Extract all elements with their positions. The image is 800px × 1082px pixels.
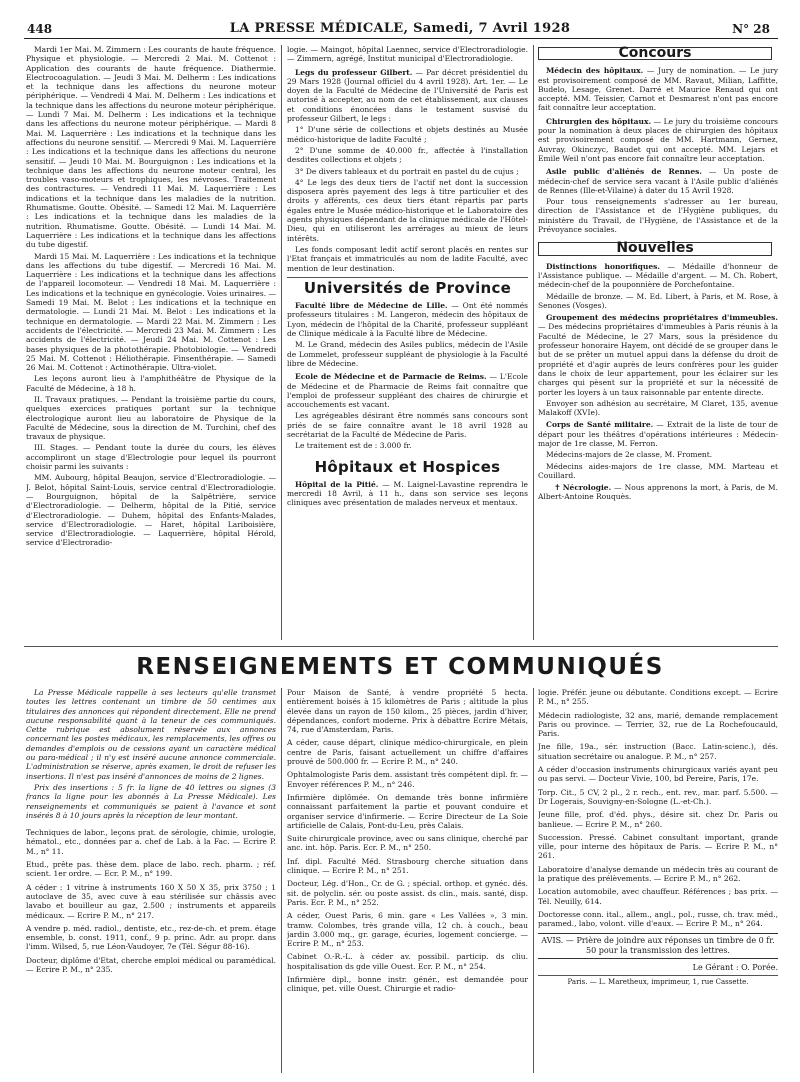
ad-item: Cabinet O.-R.-L. à céder av. possibil. particip. ds cliu. hospitalisation ds gde ville Ouest. Ecr. P. M., n° 254. (287, 952, 528, 971)
corps-majors: Médecins-majors de 2e classe, M. Froment. (546, 450, 713, 460)
course-schedule-2: Mardi 15 Mai. M. Laquerrière : Les indications et la technique dans les affections du tube digestif. — Mercredi 16 Mai. M. Laquerrière : Les indications et la technique dans les affections de l'appareil locomoteur. — Vendredi 18 Mai. M. Laquerrière : Les indications et la technique en gynécologie. Voies urinaires. — Samedi 19 Mai. M. Belot : Les indications et la technique en dermatologie. — Lundi 21 Mai. M. Belot : Les indications et la technique en dermatologie. — Mardi 22 Mai. M. Zimmern : Les accidents de l'électricité. — Mercredi 23 Mai. M. Zimmern : Les accidents de l'électricité. — Jeudi 24 Mai. M. Cottenot : Les bases physiques de la photothérapie. Photobiologie. — Vendredi 25 Mai. M. Cottenot : Héliothérapie. Finsenthérapie. — Samedi 26 Mai. M. Cottenot : Actinothérapie. Ultra-violet. (26, 251, 276, 373)
groupement (538, 313, 778, 397)
page-header (0, 0, 800, 42)
page-number: 448 (27, 22, 53, 36)
communiques-column-1 (26, 688, 276, 1073)
asile-rennes (538, 167, 778, 195)
pitie-title: Hôpital de la Pitié. (295, 479, 379, 489)
legs-gilbert (287, 68, 528, 124)
ad-item: logie. Préfér. jeune ou débutante. Conditions except. — Ecrire P. M., n° 255. (538, 688, 778, 707)
chirurgien-title: Chirurgien des hôpitaux. (546, 116, 652, 126)
medecin-hopitaux (538, 66, 778, 112)
ad-item: Jeune fille, prof. d'éd. phys., désire sit. chez Dr. Paris ou banlieue. — Ecrire P. M., n° 260. (538, 810, 778, 829)
legs-funds: Les fonds composant ledit actif seront placés en rentes sur l'Etat français et immatriculés au nom de ladite Faculté, avec mention de leur destination. (287, 244, 528, 273)
necrologie-title: Nécrologie. (562, 483, 612, 493)
ad-item: Laboratoire d'analyse demande un médecin très au courant de la pratique des prélèvements. — Ecrire P. M., n° 262. (538, 864, 778, 884)
legs-item-4: 4° Le legs des deux tiers de l'actif net dont la succession disposera après payement des legs à titre particulier et des droits y afférents, ces deux tiers étant répartis par parts égales entre le Musée médico-historique et le Laboratoire des agents physiques dépendant de la clinique médicale de l'Hôtel-Dieu, qui en utiliseront les arrérages au mieux de leurs intérêts. (287, 177, 528, 243)
groupement-text: — Des médecins propriétaires d'immeubles à Paris réunis à la Faculté de Médecine, le 27 Mars, sous la présidence du professeur honoraire Hayem, ont décidé de se grouper dans le but de se prêter un mutuel appui dans la défense du droit de propriété et d'agir auprès de leurs confrères pour les guider dans le choix de leur appartement, pour les éclairer sur les charges qui pèsent sur la propriété et sur la nécessité de porter les loyers à un taux raisonnable par entente directe. (538, 322, 778, 397)
distinctions (538, 262, 778, 290)
ad-item: Inf. dipl. Faculté Méd. Strasbourg cherche situation dans clinique. — Ecrire P. M., n° 251. (287, 856, 528, 876)
chirurgien-text: — Le jury du troisième concours pour la nomination à deux places de chirurgien des hôpitaux est provisoirement composé de MM. Hartmann, Gernez, Auvray, Okinczyc, Baudet qui ont accepté. MM. Lejars et Emile Weil n'ont pas encore fait connaître leur acceptation. (538, 116, 778, 163)
necrologie (538, 483, 778, 502)
lille-news (287, 301, 528, 338)
concours-title: Concours (538, 47, 772, 60)
travaux-pratiques: II. Travaux pratiques. — Pendant la troisième partie du cours, quelques exercices pratiques portant sur la technique électrologique auront lieu au laboratoire de Physique de la Faculté de Médecine, sous la direction de M. Turchini, chef des travaux de physique. (26, 394, 276, 442)
asile-text: — Un poste de médecin-chef de service sera vacant à l'Asile public d'aliénés de Rennes (Ille-et-Vilaine) à dater du 15 Avril 1928. (538, 167, 778, 195)
medecin-hopitaux-text: — Jury de nomination. — Le jury est provisoirement composé de MM. Ravaut, Milian, Laffitte, Budelo, Lesage, Grenet. Darré et Maurice Renaud qui ont accepté. MM. Teissier, Carnot et Desmarest n'ont pas encore fait connaître leur acceptation. (538, 66, 778, 113)
ad-item: Techniques de labor., leçons prat. de sérologie, chimie, urologie, hématol., etc., données par a. chef de Lab. à la Fac. — Ecrire P. M., n° 11. (26, 828, 276, 856)
ad-item: Etud., prête pas. thèse dem. place de labo. rech. pharm. ; réf. scient. 1er ordre. — Ecr. P. M., n° 199. (26, 860, 276, 879)
journal-title: LA PRESSE MÉDICALE, Samedi, 7 Avril 1928 (229, 21, 571, 36)
column-divider (533, 688, 534, 1073)
ad-item: Location automobile, avec chauffeur. Références ; bas prix. — Tél. Neuilly, 614. (538, 887, 778, 906)
course-location: Les leçons auront lieu à l'amphithéâtre de Physique de la Faculté de Médecine, à 18 h. (26, 374, 276, 393)
universites-title: Universités de Province (303, 278, 512, 297)
corps-aides: Médecins aides-majors de 1re classe, MM. Marteau et Couillard. (538, 461, 778, 480)
communiques-prix: Prix des insertions : 5 fr. la ligne de 40 lettres ou signes (3 francs la ligne pour les abonnés à La Presse Médicale). Les renseignements et communiqués se paient à l'avance et sont insérés 8 à 10 jours après la réception de leur montant. (26, 782, 276, 820)
ad-item: A céder, Ouest Paris, 6 min. gare « Les Vallées », 3 min. tramw. Colombes, très grande villa, 12 ch. à couch., beau jardin 3.000 mq., gr. garage, écuries, logement concierge. — Ecrire P. M., n° 253. (287, 911, 528, 949)
ad-item: Pour Maison de Santé, à vendre propriété 5 hecta. entièrement boisés à 15 kilomètres de Paris ; altitude la plus élevée dans un rayon de 150 kilom., 25 pièces, jardin d'hiver, dépendances, confort moderne. Prix à débattre Ecrire Métais, 74, rue d'Amsterdam, Paris. (287, 688, 528, 735)
lille-title: Faculté libre de Médecine de Lille. (295, 301, 448, 311)
ad-item: Infirmière diplômée. On demande très bonne infirmière connaissant parfaitement la partie et pouvant conduire et organiser service d'infirmerie. — Ecrire Directeur de La Soie artificielle de Calais, Pont-du-Leu, près Calais. (287, 792, 528, 830)
pitie-text: — M. Laignel-Lavastine reprendra le mercredi 18 Avril, à 11 h., dans son service ses leçons cliniques avec présentation de malades nerveux et mentaux. (287, 479, 528, 508)
communiques-column-3 (538, 688, 778, 1073)
ad-item: Docteur, Lég. d'Hon., Cr. de G. ; spécial. orthop. et gynéc. dés. sit. de polyclin. sér. ou poste assist. ds clin., mais. santé, disp. Paris. Ecr. P. M., n° 252. (287, 879, 528, 907)
issue-number: N° 28 (732, 22, 770, 36)
ad-item: Jne fille, 19a., sér. instruction (Bacc. Latin-scienc.), dés. situation secrétaire ou analogue. P. M., n° 257. (538, 742, 778, 761)
legs-item-1: 1° D'une série de collections et objets destinés au Musée médico-historique de ladite Faculté ; (287, 125, 528, 144)
legs-item-3: 3° De divers tableaux et du portrait en pastel du de cujus ; (295, 166, 519, 176)
column-1 (26, 45, 276, 640)
ad-item: Suite chirurgicale province, avec ou sans clinique, cherché par anc. int. hôp. Paris. Ecr. P. M., n° 250. (287, 834, 528, 853)
printer-line: Paris. — L. Maretheux, imprimeur, 1, rue Cassette. (538, 975, 778, 987)
ad-item: Médecin radiologiste, 32 ans, marié, demande remplacement Paris ou province. — Terrier, 32, rue de La Rochefoucauld, Paris. (538, 710, 778, 739)
cross-icon: ✝ (554, 483, 561, 493)
ad-item: Ophtalmologiste Paris dem. assistant très compétent dipl. fr. — Envoyer références P. M., n° 246. (287, 770, 528, 789)
reims-agregeables: Les agrégeables désirant être nommés sans concours sont priés de se faire connaître avant le 18 avril 1928 au secrétariat de la Faculté de Médecine de Paris. (287, 411, 528, 439)
communiques-intro: La Presse Médicale rappelle à ses lecteurs qu'elle transmet toutes les lettres contenant un timbre de 50 centimes aux titulaires des annonces qui répondent directement. Elle ne prend aucune responsabilité quant à la teneur de ces communiqués. Cette rubrique est absolument réservée aux annonces concernant les postes médicaux, les remplacements, les offres ou demandes d'emplois ou de cessions ayant un caractère médical ou para-médical ; il n'y est inséré aucune annonce commerciale. L'administration se réserve, après examen, le droit de refuser les insertions. Il n'est pas inséré d'annonces de moins de 2 lignes. (26, 688, 276, 781)
hopitaux-title: Hôpitaux et Hospices (314, 457, 501, 476)
ad-item: Docteur, diplôme d'Etat, cherche emploi médical ou paramédical. — Ecrire P. M., n° 235. (26, 955, 276, 975)
distinctions-title: Distinctions honorifiques. (546, 261, 660, 271)
ad-item: Succession. Pressé. Cabinet consultant important, grande ville, pour interne des hôpitaux de Paris. — Ecrire P. M., n° 261. (538, 832, 778, 861)
column-divider (281, 688, 282, 1073)
header-rule (24, 38, 778, 39)
legs-text: — Par décret présidentiel du 29 Mars 1928 (Journal officiel du 4 avril 1928). Art. 1er. — Le doyen de la Faculté de Médecine de l'Université de Paris est autorisé à accepter, au nom de cet établissement, aux clauses et conditions énoncées dans le testament susvisé du professeur Gilbert, le legs : (287, 67, 528, 124)
column-divider (281, 45, 282, 640)
ad-item: A céder, cause départ, clinique médico-chirurgicale, en plein centre de Paris, faisant actuellement un chiffre d'affaires prouvé de 500.000 fr. — Ecrire P. M., n° 240. (287, 738, 528, 767)
stages: III. Stages. — Pendant toute la durée du cours, les élèves accompliront un stage d'Electrologie pour lequel ils pourront choisir parmi les suivants : (26, 443, 276, 472)
reims-title: Ecole de Médecine et de Parmacie de Reims. (295, 372, 487, 382)
communiques-column-2 (287, 688, 528, 1073)
reims-text: — L'Ecole de Médecine et de Pharmacie de Reims fait connaître que l'emploi de professeur suppléant des chaires de chirurgie et accouchements est vacant. (287, 372, 528, 410)
pitie-news (287, 480, 528, 508)
gerant-signature: Le Gérant : O. Porée. (692, 962, 778, 972)
chirurgien-hopitaux (538, 117, 778, 163)
ad-item: A céder : 1 vitrine à instruments 160 X 50 X 35, prix 3750 ; 1 autoclave de 35, avec cuve à eau stérilisée sur châssis avec lavabo et bouilleur au gaz, 2.500 ; instruments et appareils médicaux. — Ecrire P. M., n° 217. (26, 882, 276, 920)
stages-list-end: logie. — Maingot, hôpital Laennec, service d'Electroradiologie. — Zimmern, agrégé, Institut municipal d'Electroradiologie. (287, 45, 528, 64)
asile-title: Asile public d'aliénés de Rennes. (546, 167, 702, 177)
course-schedule-1: Mardi 1er Mai. M. Zimmern : Les courants de haute fréquence. Physique et physiologie. — Mercredi 2 Mai. M. Cottenot : Application des courants de haute fréquence. Diathermie. Electrocoagulation. — Jeudi 3 Mai. M. Delherm : Les indications et la technique dans les affections du neurone moteur périphérique. — Vendredi 4 Mai. M. Delherm : Les indications et la technique dans les affections du neurone moteur périphérique. — Lundi 7 Mai. M. Delherm : Les indications et la technique dans les affections du neurone moteur périphérique. — Mardi 8 Mai. M. Laquerrière : Les indications et la technique dans les affections du neurone sensitif. — Mercredi 9 Mai. M. Laquerrière : Les indications et la technique dans les affections du neurone sensitif. — Jeudi 10 Mai. M. Bourguignon : Les indications et la technique dans les affections du neurone moteur central, les troubles vaso-moteurs et trophiques, les névroses. Traitement des contractures. — Vendredi 11 Mai. M. Laquerrière : Les indications et la technique dans les maladies de la nutrition. Rhumatisme. Goutte. Obésité. — Samedi 12 Mai. M. Laquerrière : Les indications et la technique dans les maladies de la nutrition. Rhumatisme. Goutte. Obésité. — Lundi 14 Mai. M. Laquerrière : Les indications et la technique dans les affections du tube digestif. (26, 45, 276, 250)
avis-box: AVIS. — Prière de joindre aux réponses un timbre de 0 fr. 50 pour la transmission des lettres. (538, 933, 778, 959)
stages-list: MM. Aubourg, hôpital Beaujon, service d'Electroradiologie. — J. Belot, hôpital Saint-Louis, service central d'Electroradiologie. — Bourguignon, hôpital de la Salpêtrière, service d'Electroradiologie. — Delherm, hôpital de la Pitié, service d'Electroradiologie. — Duhem, hôpital des Enfants-Malades, service d'Electroradiologie. — Haret, hôpital Lariboisière, service d'Electroradiologie. — Laquerrière, hôpital Hérold, service d'Electroradio- (26, 473, 276, 548)
ad-item: Infirmière dipl., bonne instr. génér., est demandée pour clinique, pet. ville Ouest. Chirurgie et radio- (287, 975, 528, 994)
lille-legrand: M. Le Grand, médecin des Asiles publics, médecin de l'Asile de Lommelet, professeur suppléant de physiologie à la Faculté libre de Médecine. (287, 340, 528, 368)
column-3 (538, 45, 778, 640)
corps-text: — Extrait de la liste de tour de départ pour les théâtres d'opérations intérieures : Médecin-major de 1re classe, M. Ferron. (538, 420, 778, 448)
reims-traitement: Le traitement est de : 3.000 fr. (295, 441, 412, 451)
communiques-rule (24, 646, 778, 647)
distinctions-text: — Médaille d'honneur de l'Assistance publique. — Médaille d'argent. — M. Ch. Robert, médecin-chef de la pouponnière de Porchefontaine. (538, 261, 778, 290)
ad-item: Torp. Cit., 5 CV, 2 pl., 2 r. rech., ent. rev., mar. parf. 5.500. — Dr Logerais, Souvigny-en-Sologne (L.-et-Ch.). (538, 787, 778, 806)
column-divider (533, 45, 534, 640)
column-2 (287, 45, 528, 640)
ad-item: A vendre p. méd. radiol., dentiste, etc., rez-de-ch. et prem. étage ensemble, b. const. 1911, conf., 9 p. princ. Adr. au propr. dans l'imm. Wilsed, 5, rue Léon-Vaudoyer, 7e (Tél. Ségur 88-16). (26, 923, 276, 952)
necrologie-text: — Nous apprenons la mort, à Paris, de M. Albert-Antoine Rouquès. (538, 483, 778, 502)
ad-item: Doctoresse conn. ital., allem., angl., pol., russe, ch. trav. méd., paramed., labo, volont. ville d'eaux. — Ecrire P. M., n° 264. (538, 909, 778, 929)
groupement-adhesion: Envoyer son adhésion au secrétaire, M Claret, 135, avenue Malakoff (XVIe). (538, 398, 778, 418)
communiques-title: RENSEIGNEMENTS ET COMMUNIQUÉS (136, 654, 664, 680)
section-rule (287, 277, 528, 278)
distinctions-bronze: Médaille de bronze. — M. Ed. Libert, à Paris, et M. Rose, à Senones (Vosges). (538, 291, 778, 310)
reims-news (287, 372, 528, 409)
lille-text: — Ont été nommés professeurs titulaires : M. Langeron, médecin des hôpitaux de Lyon, médecin de l'hôpital de la Charité, professeur suppléant de Clinique médicale à la Faculté libre de Médecine. (287, 301, 528, 339)
legs-title: Legs du professeur Gilbert. (295, 67, 413, 77)
medecin-hopitaux-title: Médecin des hôpitaux. (546, 66, 644, 76)
ad-item: A céder d'occasion instruments chirurgicaux variés ayant peu ou pas servi. — Docteur Vivie, 100, bd Pereire, Paris, 17e. (538, 765, 778, 784)
corps-sante (538, 420, 778, 448)
corps-title: Corps de Santé militaire. (546, 420, 654, 430)
asile-renseignements: Pour tous renseignements s'adresser au 1er bureau, direction de l'Assistance et de l'Hygiène publiques, du ministère du Travail, de l'Hygiène, de l'Assistance et de la Prévoyance sociales. (538, 197, 778, 235)
nouvelles-title: Nouvelles (538, 242, 772, 255)
legs-item-2: 2° D'une somme de 40.000 fr., affectée à l'installation desdites collections et objets ; (287, 145, 528, 165)
groupement-title: Groupement des médecins propriétaires d'immeubles. (546, 313, 778, 323)
